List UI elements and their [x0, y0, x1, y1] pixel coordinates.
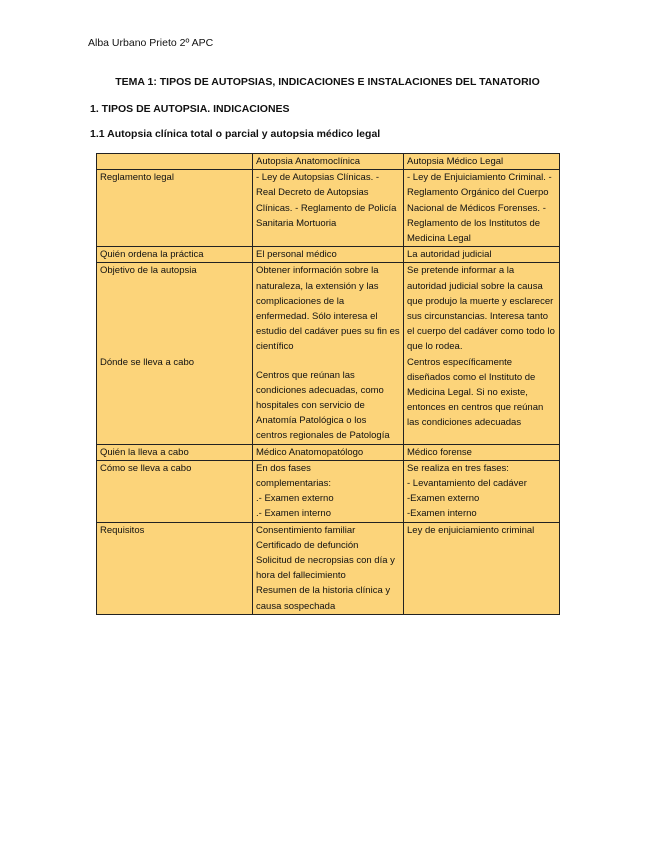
row-label: Objetivo de la autopsia: [100, 265, 197, 277]
header-clinica: Autopsia Anatomoclínica: [253, 154, 404, 170]
row-label-group: [97, 263, 253, 444]
table-row-reglamento: [97, 170, 560, 247]
cell-line: Certificado de defunción: [256, 539, 359, 551]
cell-line: En dos fases: [256, 462, 311, 474]
cell-line: Solicitud de necropsias con día y hora del fallecimiento: [256, 555, 398, 582]
row-label: Quién la lleva a cabo: [97, 444, 253, 460]
row-label: Dónde se lleva a cabo: [100, 356, 195, 368]
cell-line: Se realiza en tres fases:: [407, 462, 509, 474]
cell-text: Obtener información sobre la naturaleza, la extensión y las complicaciones de la enfermedad. Sólo interesa el estudio del cadáver pues su fin es científico: [256, 265, 403, 353]
cell-clinica: El personal médico: [253, 247, 404, 263]
cell-line: Resumen de la historia clínica y causa sospechada: [256, 585, 393, 612]
cell-clinica: Médico Anatomopatólogo: [253, 444, 404, 460]
cell-legal: - Ley de Enjuiciamiento Criminal. - Reglamento Orgánico del Cuerpo Nacional de Médicos Forenses. - Reglamento de los Institutos de Medicina Legal: [404, 170, 560, 247]
cell-text: Centros específicamente diseñados como el Instituto de Medicina Legal. Si no existe, entonces en centros que reúnan las condiciones adecuadas: [407, 356, 546, 429]
cell-line: -Examen externo: [407, 493, 480, 505]
cell-line: complementarias:: [256, 478, 331, 490]
table-row-requisitos: [97, 522, 560, 614]
row-label: Cómo se lleva a cabo: [97, 460, 253, 522]
cell-line: - Levantamiento del cadáver: [407, 478, 527, 490]
cell-line: Consentimiento familiar: [256, 524, 356, 536]
cell-line: .- Examen externo: [256, 493, 334, 505]
cell-line: -Examen interno: [407, 508, 477, 520]
cell-line: .- Examen interno: [256, 508, 331, 520]
row-label: Requisitos: [97, 522, 253, 614]
cell-clinica: [253, 460, 404, 522]
row-label: Quién ordena la práctica: [97, 247, 253, 263]
document-title: TEMA 1: TIPOS DE AUTOPSIAS, INDICACIONES E INSTALACIONES DEL TANATORIO: [115, 76, 540, 88]
table-row-quien-lleva: [97, 444, 560, 460]
cell-text: Se pretende informar a la autoridad judicial sobre la causa que produjo la muerte y esclarecer sus circunstancias. Interesa tanto el cuerpo del cadáver como todo lo que lo rodea.: [407, 265, 558, 353]
cell-legal: La autoridad judicial: [404, 247, 560, 263]
cell-clinica: - Ley de Autopsias Clínicas. - Real Decreto de Autopsias Clínicas. - Reglamento de Policía Sanitaria Mortuoria: [253, 170, 404, 247]
cell-legal: [404, 263, 560, 444]
subsection-heading: 1.1 Autopsia clínica total o parcial y autopsia médico legal: [90, 128, 381, 140]
table-header-row: [97, 154, 560, 170]
document-header: Alba Urbano Prieto 2º APC: [88, 37, 214, 49]
autopsy-comparison-table: [96, 153, 560, 615]
cell-legal: Ley de enjuiciamiento criminal: [404, 522, 560, 614]
section-heading: 1. TIPOS DE AUTOPSIA. INDICACIONES: [90, 103, 290, 115]
cell-clinica: [253, 263, 404, 444]
cell-legal: Médico forense: [404, 444, 560, 460]
table-row-objetivo-donde: [97, 263, 560, 444]
cell-legal: [404, 460, 560, 522]
header-legal: Autopsia Médico Legal: [404, 154, 560, 170]
table-row-como: [97, 460, 560, 522]
header-empty-cell: [97, 154, 253, 170]
cell-text: Centros que reúnan las condiciones adecuadas, como hospitales con servicio de Anatomía Patológica o los centros regionales de Patología: [256, 369, 390, 442]
row-label: Reglamento legal: [97, 170, 253, 247]
table-row-quien-ordena: [97, 247, 560, 263]
cell-clinica: [253, 522, 404, 614]
